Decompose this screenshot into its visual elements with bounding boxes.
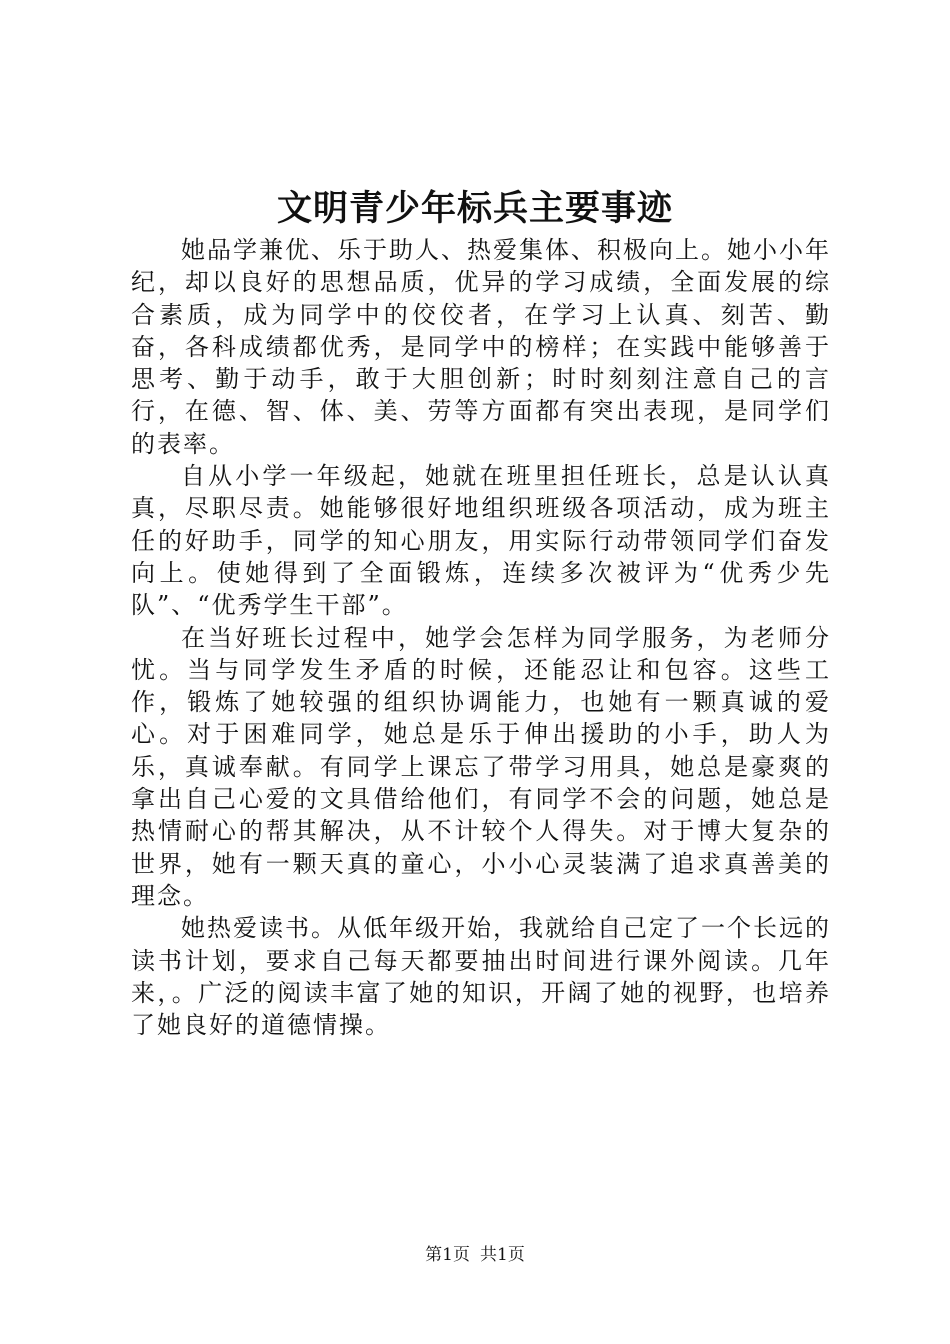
paragraph-2: 自从小学一年级起，她就在班里担任班长，总是认认真真，尽职尽责。她能够很好地组织班级各项活动，成为班主任的好助手，同学的知心朋友，用实际行动带领同学们奋发向上。使她得到了全面锻炼，连续多次被评为“优秀少先队”、“优秀学生干部”。 bbox=[131, 462, 831, 620]
paragraph-4: 她热爱读书。从低年级开始，我就给自己定了一个长远的读书计划，要求自己每天都要抽出时间进行课外阅读。几年来，。广泛的阅读丰富了她的知识，开阔了她的视野，也培养了她良好的道德情操。 bbox=[131, 914, 831, 1040]
document-title: 文明青少年标兵主要事迹 bbox=[276, 188, 673, 229]
page-number: 第1页 bbox=[425, 1245, 470, 1265]
paragraph-3: 在当好班长过程中，她学会怎样为同学服务，为老师分忧。当与同学发生矛盾的时候，还能忍让和包容。这些工作，锻炼了她较强的组织协调能力，也她有一颗真诚的爱心。对于困难同学，她总是乐于伸出援助的小手，助人为乐，真诚奉献。有同学上课忘了带学习用具，她总是豪爽的拿出自己心爱的文具借给他们，有同学不会的问题，她总是热情耐心的帮其解决，从不计较个人得失。对于博大复杂的世界，她有一颗天真的童心，小小心灵装满了追求真善美的理念。 bbox=[131, 623, 831, 910]
page-total: 共1页 bbox=[480, 1245, 525, 1265]
page-footer bbox=[0, 1243, 950, 1267]
paragraph-1: 她品学兼优、乐于助人、热爱集体、积极向上。她小小年纪，却以良好的思想品质，优异的学习成绩，全面发展的综合素质，成为同学中的佼佼者，在学习上认真、刻苦、勤奋，各科成绩都优秀，是同学中的榜样；在实践中能够善于思考、勤于动手，敢于大胆创新；时时刻刻注意自己的言行，在德、智、体、美、劳等方面都有突出表现，是同学们的表率。 bbox=[131, 236, 831, 458]
document-body bbox=[131, 234, 831, 1041]
